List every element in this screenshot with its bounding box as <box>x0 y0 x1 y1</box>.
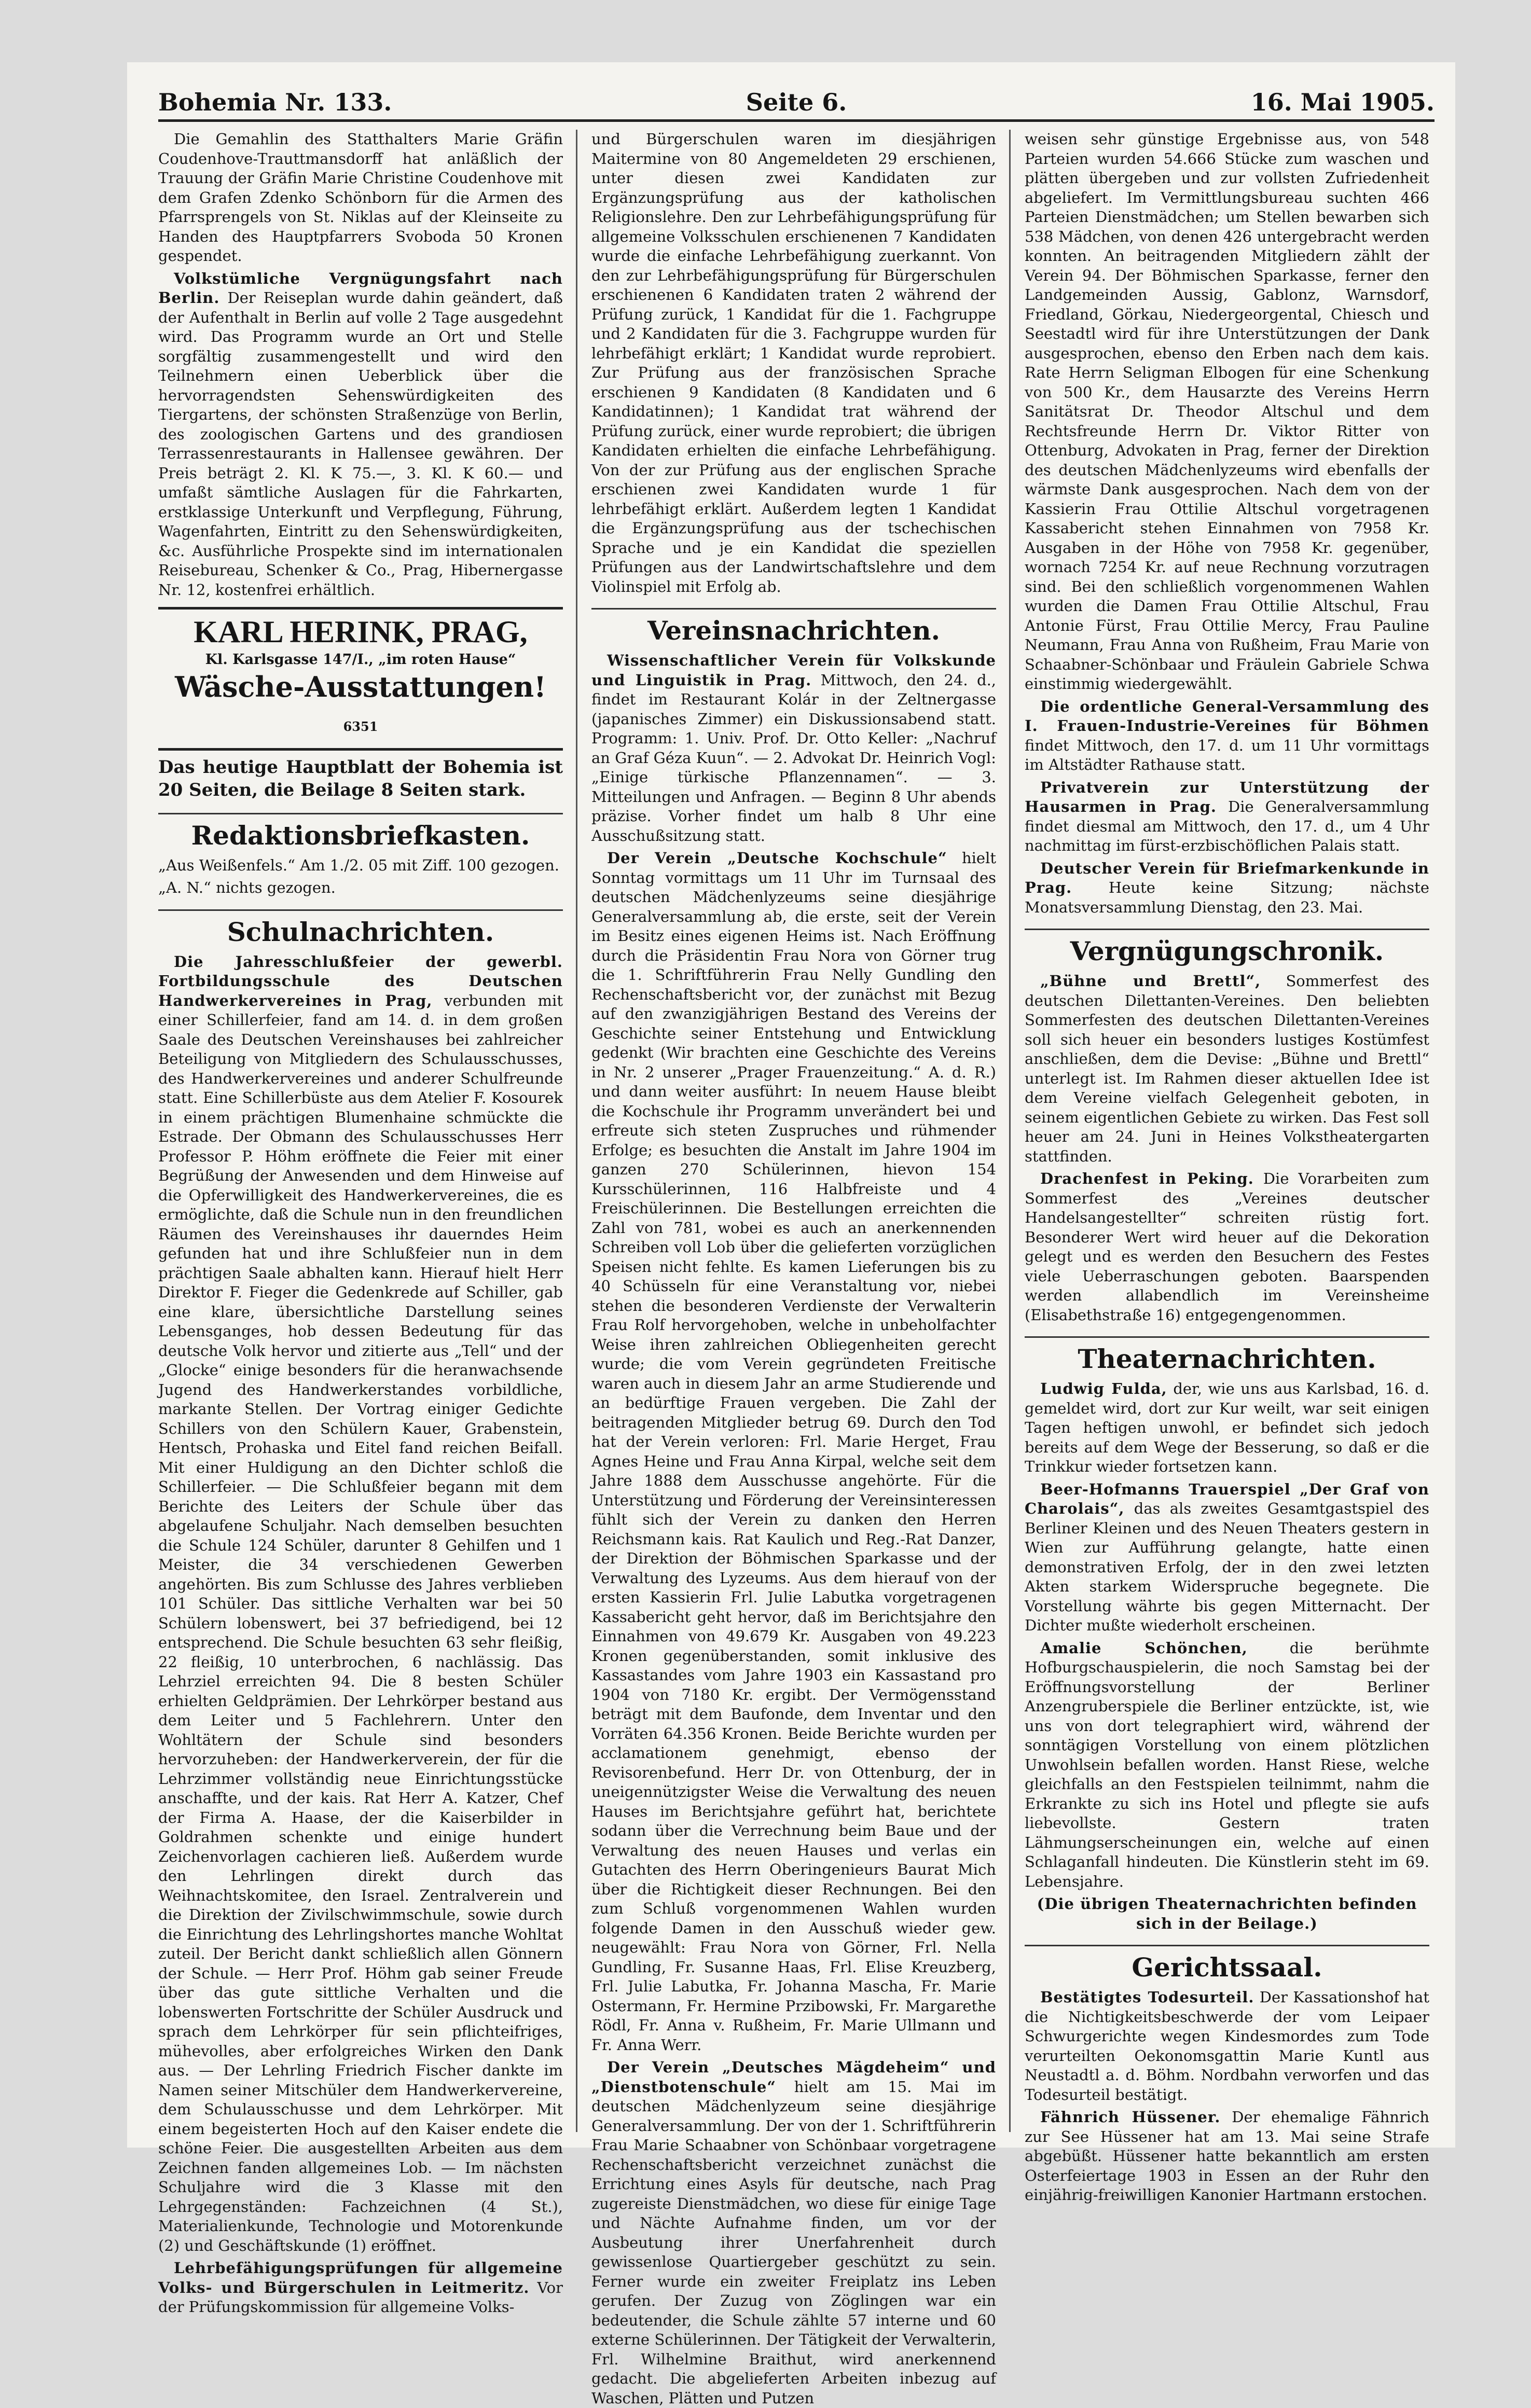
article-huessener <box>1025 2108 1429 2205</box>
article-fulda-body: der, wie uns aus Karlsbad, 16. d. gemeldet wird, dort zur Kur weilt, war seit einigen Tagen heftigen unwohl, er befindet sich jedoch bereits auf dem Wege der Besserung, so daß er die Trinkkur wieder fortsetzen kann. <box>1025 1380 1430 1475</box>
column-3 <box>1025 130 1430 2204</box>
article-jahresschluss-body: verbunden mit einer Schillerfeier, fand am 14. d. in dem großen Saale des Deutschen Vereinshauses bei zahlreicher Beteiligung von Mitgliedern des Schulausschusses, des Handwerkervereines und anderer Schulfreunde statt. Eine Schillerbüste aus dem Atelier F. Kosourek in einem prächtigen Blumenhaine schmückte die Estrade. Der Obmann des Schulausschusses Herr Professor P. Höhm eröffnete die Feier mit einer Begrüßung der Anwesenden und dem Hinweise auf die Opferwilligkeit des Handwerkervereines, die es ermöglichte, daß die Schule nun in den freundlichen Räumen des Vereinshauses ihr dauerndes Heim gefunden hat und ihre Schlußfeier nun in dem prächtigen Saale abhalten kann. Hierauf hielt Herr Direktor F. Fieger die Gedenkrede auf Schiller, gab eine klare, übersichtliche Darstellung seines Lebensganges, hob dessen Bedeutung für das deutsche Volk hervor und zitierte aus „Tell“ und der „Glocke“ einige besonders für die heranwachsende Jugend des Handwerkerstandes vorbildliche, markante Stellen. Der Vortrag einiger Gedichte Schillers von den Schülern Kauer, Grabenstein, Hentsch, Prohaska und Eitel fand reichen Beifall. Mit einer Huldigung an den Dichter schloß die Schillerfeier. — Die Schlußfeier begann mit dem Berichte des Leiters der Schule über das abgelaufene Schuljahr. Nach demselben besuchten die Schule 124 Schüler, darunter 8 Gehilfen und 1 Meister, die 34 verschiedenen Gewerben angehörten. Bis zum Schlusse des Jahres verblieben 101 Schüler. Das sittliche Verhalten war bei 50 Schülern lobenswert, bei 37 befriedigend, bei 12 entsprechend. Die Schule besuchten 63 sehr fleißig, 22 fleißig, 10 unterbrochen, 6 nachlässig. Das Lehrziel erreichten 94. Die 8 besten Schüler erhielten Geldprämien. Der Lehrkörper bestand aus dem Leiter und 5 Fachlehrern. Unter den Wohltätern der Schule sind besonders hervorzuheben: der Handwerkerverein, der für die Lehrzimmer vollständig neue Einrichtungsstücke anschaffte, und der kais. Rat Herr A. Katzer, Chef der Firma A. Haase, der die Kaiserbilder in Goldrahmen schenkte und einige hundert Zeichenvorlagen cachieren ließ. Außerdem wurde den Lehrlingen direkt durch das Weihnachtskomitee, den Israel. Zentralverein und die Direktion der Zivilschwimmschule, sowie durch die Einrichtung des Lehrlingshortes manche Wohltat zuteil. Der Bericht dankt schließlich allen Gönnern der Schule. — Herr Prof. Höhm gab seiner Freude über das gute sittliche Verhalten und die lobenswerten Fortschritte der Schüler Ausdruck und sprach dem Lehrkörper für sein pflichteifriges, mühevolles, aber erfolgreiches Wirken den Dank aus. — Der Lehrling Friedrich Fischer dankte im Namen seiner Mitschüler dem Handwerkervereine, dem Schulausschusse und dem Lehrkörper. Mit einem begeisterten Hoch auf den Kaiser endete die schöne Feier. Die ausgestellten Arbeiten aus dem Zeichnen fanden allgemeines Lob. — Im nächsten Schuljahre wird die 3 Klasse mit den Lehrgegenständen: Fachzeichnen (4 St.), Materialienkunde, Technologie und Motorenkunde (2) und Geschäftskunde (1) eröffnet. <box>158 991 563 2254</box>
article-huessener-heading: Fähnrich Hüssener. <box>1040 2108 1221 2126</box>
article-schoenchen <box>1025 1639 1429 1892</box>
ad-slogan-text: Wäsche-Ausstattungen! <box>175 670 546 703</box>
newspaper-page <box>127 62 1455 2407</box>
article-drachenfest-heading: Drachenfest in Peking. <box>1040 1170 1254 1187</box>
article-kochschule-body: hielt Sonntag vormittags um 11 Uhr im Turnsaal des deutschen Mädchenlyzeums seine diesjährige Generalversammlung ab, die erste, seit der Verein im Besitz eines eigenen Heims ist. Nach Eröffnung durch die Präsidentin Frau Nora von Görner trug die 1. Schriftführerin Frau Nelly Gundling den Rechenschaftsbericht vor, der zunächst mit Bezug auf den zwanzigjährigen Bestand des Vereins der Geschichte seiner Entstehung und Entwicklung gedenkt (Wir brachten eine Geschichte des Vereins in Nr. 2 unserer „Prager Frauenzeitung.“ A. d. R.) und dann weiter ausführt: In neuem Hause bleibt die Kochschule ihr Programm unverändert bei und erfreute sich steten Zuspruches und rühmender Erfolge; es besuchten die Anstalt im Jahre 1904 im ganzen 270 Schülerinnen, hievon 154 Kursschülerinnen, 116 Halbfreiste und 4 Freischülerinnen. Die Bestellungen erreichten die Zahl von 781, wobei es auch an anerkennenden Schreiben voll Lob über die gelieferten vorzüglichen Speisen nicht fehlte. Es kamen Lieferungen bis zu 40 Schüsseln für eine Veranstaltung vor, niebei stehen die besonderen Verdienste der Verwalterin Frau Rolf hervorgehoben, welche in unbeholfachter Weise ihren zahlreichen Obliegenheiten gerecht wurde; die vom Verein gegründeten Freitische waren auch in diesem Jahr an arme Studierende und an bedürftige Frauen vergeben. Die Zahl der beitragenden Mitglieder betrug 69. Durch den Tod hat der Verein verloren: Frl. Marie Herget, Frau Agnes Heine und Frau Anna Kirpal, welche seit dem Jahre 1888 dem Ausschusse angehörte. Für die Unterstützung und Förderung der Vereinsinteressen fühlt sich der Verein zu danken den Herren Reichsmann kais. Rat Kaulich und Reg.-Rat Danzer, der Direktion der Böhmischen Sparkasse und der Verwaltung des Lyzeums. Aus dem hierauf von der ersten Kassierin Frl. Julie Labutka vorgetragenen Kassabericht geht hervor, daß im Berichtsjahre den Einnahmen von 49.679 Kr. Ausgaben von 49.223 Kronen gegenüberstanden, somit inklusive des Kassastandes vom Jahre 1903 ein Kassastand pro 1904 von 7180 Kr. ergibt. Der Vermögensstand beträgt mit dem Baufonde, dem Inventar und den Vorräten 64.356 Kronen. Beide Berichte wurden per acclamationem genehmigt, ebenso der Revisorenbefund. Herr Dr. von Ottenburg, der in uneigennützigster Weise die Verwaltung des neuen Hauses im Berichtsjahre geführt hat, berichtete sodann über die Verrechnung beim Baue und der Verwaltung des neuen Hauses und verlas ein Gutachten des Herrn Oberingenieurs Baurat Mich über die Richtigkeit dieser Rechnungen. Bei den zum Schluß vorgenommenen Wahlen wurden folgende Damen in den Ausschuß wieder gew. neugewählt: Frau Nora von Görner, Frl. Nella Gundling, Fr. Susanne Haas, Frl. Elise Kreuzberg, Frl. Julie Labutka, Fr. Johanna Mascha, Fr. Marie Ostermann, Fr. Hermine Przibowski, Fr. Margarethe Rödl, Fr. Anna v. Rußheim, Fr. Marie Ullmann und Fr. Anna Werr. <box>591 849 996 2054</box>
header-issue: Bohemia Nr. 133. <box>158 88 392 116</box>
section-heading-schul: Schulnachrichten. <box>158 909 563 948</box>
article-fulda <box>1025 1379 1429 1477</box>
section-heading-redaktion: Redaktionsbriefkasten. <box>158 813 563 852</box>
advertisement-herink <box>158 607 563 751</box>
article-gemahlin: Die Gemahlin des Statthalters Marie Gräfin Coudenhove-Trauttmansdorff hat anläßlich der Trauung der Gräfin Marie Christine Coudenhove mit dem Grafen Zdenko Schönborn für die Armen des Pfarrsprengels von St. Niklas auf der Kleinseite zu Handen des Hauptpfarrers Svoboda 50 Kronen gespendet. <box>158 130 563 265</box>
article-drachenfest-body: Die Vorarbeiten zum Sommerfest des „Vereines deutscher Handelsangestellter“ schreiten rüstig fort. Besonderer Wert wird heuer auf die Dekoration gelegt und es werden den Besuchern des Festes viele Ueberraschungen geboten. Baarspenden werden allabendlich im Vereinsheime (Elisabethstraße 16) entgegengenommen. <box>1025 1170 1430 1324</box>
article-berlin <box>158 269 563 600</box>
section-heading-gericht: Gerichtssaal. <box>1025 1945 1429 1984</box>
article-maegdeheim-body: hielt am 15. Mai im deutschen Mädchenlyzeum seine diesjährige Generalversammlung. Der von der 1. Schriftführerin Frau Marie Schaabner von Schönbaar vorgetragene Rechenschaftsbericht verzeichnet zunächst die Errichtung eines Asyls für deutsche, nach Prag zugereiste Dienstmädchen, wo diese für einige Tage und Nächte Aufnahme finden, um vor der Ausbeutung ihrer Unerfahrenheit durch gewissenlose Quartiergeber geschützt zu sein. Ferner wurde ein zweiter Freiplatz ins Leben gerufen. Der Zuzug von Zöglingen war ein bedeutender, die Schule zählte 57 interne und 60 externe Schülerinnen. Der Tätigkeit der Verwalterin, Frl. Wilhelmine Braithut, wird anerkennend gedacht. Die abgelieferten Arbeiten inbezug auf Waschen, Plätten und Putzen <box>591 2078 997 2407</box>
article-lehrbefaehigung-body: Vor der Prüfungskommission für allgemeine Volks- <box>158 2278 563 2316</box>
article-berlin-body: Der Reiseplan wurde dahin geändert, daß der Aufenthalt in Berlin auf volle 2 Tage ausgedehnt wird. Das Programm wurde an Ort und Stelle sorgfältig zusammengestellt und wird den Teilnehmern einen Ueberblick über die hervorragendsten Sehenswürdigkeiten des Tiergartens, der schönsten Straßenzüge von Berlin, des zoologischen Gartens und des grandiosen Terrassenrestaurants in Hallensee gewähren. Der Preis beträgt 2. Kl. K 75.—, 3. Kl. K 60.— und umfaßt sämtliche Auslagen für die Fahrkarten, erstklassige Unterkunft und Verpflegung, Führung, Wagenfahrten, Eintritt zu den Sehenswürdigkeiten, &c. Ausführliche Prospekte sind im internationalen Reisebureau, Schenker & Co., Prag, Hibernergasse Nr. 12, kostenfrei erhältlich. <box>158 289 563 599</box>
article-buehne-brettl-heading: „Bühne und Brettl“, <box>1040 972 1261 990</box>
section-heading-theater: Theaternachrichten. <box>1025 1336 1429 1375</box>
redaktion-entry: „Aus Weißenfels.“ Am 1./2. 05 mit Ziff. 100 gezogen. <box>158 856 559 874</box>
article-charolais-body: das als zweites Gesamtgastspiel des Berliner Kleinen und des Neuen Theaters gestern in Wien zur Aufführung gelangte, hatte einen demonstrativen Erfolg, der in den zwei letzten Akten starkem Widerspruche begegnete. Die Vorstellung währte bis gegen Mitternacht. Der Dichter mußte wiederholt erscheinen. <box>1025 1500 1429 1634</box>
article-briefmarken-body: Heute keine Sitzung; nächste Monatsversammlung Dienstag, den 23. Mai. <box>1025 879 1430 916</box>
article-hausarmen-heading: Privatverein zur Unterstützung der Hausarmen in Prag. <box>1025 778 1429 815</box>
ad-address: Kl. Karlsgasse 147/I., „im roten Hause“ <box>205 652 516 668</box>
section-heading-verein: Vereinsnachrichten. <box>591 608 996 647</box>
article-lehrbefaehigung-heading: Lehrbefähigungsprüfungen für allgemeine Volks- und Bürgerschulen in Leitmeritz. <box>158 2259 563 2296</box>
column-1 <box>158 130 563 2316</box>
article-huessener-body: Der ehemalige Fähnrich zur See Hüssener hat am 13. Mai seine Strafe abgebüßt. Hüssener hatte bekanntlich am ersten Osterfeiertage 1903 in Essen an der Ruhr den einjährig-freiwilligen Kanonier Hartmann erstochen. <box>1025 2108 1429 2204</box>
article-charolais-heading: Beer-Hofmanns Trauerspiel „Der Graf von Charolais“, <box>1025 1480 1429 1517</box>
article-fulda-heading: Ludwig Fulda, <box>1040 1380 1167 1397</box>
page-header <box>158 73 1435 122</box>
article-briefmarken <box>1025 859 1429 918</box>
article-maegdeheim <box>591 2058 996 2408</box>
article-todesurteil-heading: Bestätigtes Todesurteil. <box>1040 1988 1254 2006</box>
article-frauen-industrie-body: findet Mittwoch, den 17. d. um 11 Uhr vormittags im Altstädter Rathause statt. <box>1025 736 1429 773</box>
article-maegdeheim-continued: weisen sehr günstige Ergebnisse aus, von 548 Parteien wurden 54.666 Stücke zum waschen und plätten übergeben und zur vollsten Zufriedenheit abgeliefert. Im Vermittlungsbureau suchten 466 Parteien Dienstmädchen; um Stellen bewarben sich 538 Mädchen, von denen 426 untergebracht werden konnten. An beitragenden Mitgliedern zählt der Verein 94. Der Böhmischen Sparkasse, ferner den Landgemeinden Aussig, Gablonz, Warnsdorf, Friedland, Görkau, Niedergeorgental, Chiesch und Seestadtl wird für ihre Unterstützungen der Dank ausgesprochen, ebenso den Erben nach dem kais. Rate Herrn Seligman Elbogen für eine Schenkung von 500 Kr., dem Hausarzte des Vereins Herrn Sanitätsrat Dr. Theodor Altschul und dem Rechtsfreunde Herrn Dr. Viktor Ritter von Ottenburg, Advokaten in Prag, ferner der Direktion des deutschen Mädchenlyzeums wird ebenfalls der wärmste Dank ausgesprochen. Nach dem von der Kassierin Frau Ottilie Altschul vorgetragenen Kassabericht stehen Einnahmen von 7958 Kr. Ausgaben in der Höhe von 7958 Kr. gegenüber, wornach 7254 Kr. auf neue Rechnung vorzutragen sind. Bei den schließlich vorgenommenen Wahlen wurden die Damen Frau Ottilie Altschul, Frau Antonie Fürst, Frau Ottilie Mercy, Frau Pauline Neumann, Frau Anna von Rußheim, Frau Marie von Schaabner-Schönbaar und Fräulein Gabriele Schwa einstimmig wiedergewählt. <box>1025 130 1429 693</box>
article-berlin-heading: Volkstümliche Vergnügungsfahrt nach Berlin. <box>158 269 563 307</box>
header-page-number: Seite 6. <box>746 88 847 116</box>
column-2 <box>591 130 997 2407</box>
article-schoenchen-heading: Amalie Schönchen, <box>1040 1639 1248 1657</box>
ad-slogan <box>158 670 563 744</box>
column-divider <box>1009 130 1011 2132</box>
article-volkskunde-body: Mittwoch, den 24. d., findet im Restaurant Kolár in der Zeltnergasse (japanisches Zimmer) ein Diskussionsabend statt. Programm: 1. Univ. Prof. Dr. Otto Keller: „Nachruf an Graf Géza Kuun“. — 2. Advokat Dr. Heinrich Vogl: „Einige türkische Pflanzennamen“. — 3. Mitteilungen und Anfragen. — Beginn 8 Uhr abends präzise. Vorher findet um halb 8 Uhr eine Ausschußsitzung statt. <box>591 671 997 845</box>
section-heading-vergnuegung: Vergnügungschronik. <box>1025 929 1429 967</box>
article-buehne-brettl-body: Sommerfest des deutschen Dilettanten-Vereines. Den beliebten Sommerfesten des deutschen Dilettanten-Vereines soll sich heuer ein besonders lustiges Kostümfest anschließen, dem die Devise: „Bühne und Brettl“ unterlegt ist. Im Rahmen dieser aktuellen Idee ist dem Vereine vielfach Gelegenheit geboten, in seinem eigentlichen Gebiete zu wirken. Das Fest soll heuer am 24. Juni in Heines Volkstheatergarten stattfinden. <box>1025 972 1429 1165</box>
article-schoenchen-body: die berühmte Hofburgschauspielerin, die noch Samstag bei der Eröffnungsvorstellung der Berliner Anzengruberspiele die Berliner entzückte, ist, wie uns von dort telegraphiert wird, während der sonntägigen Vorstellung von einem plötzlichen Unwohlsein befallen worden. Hanst Riese, welche gleichfalls an den Festspielen teilnimmt, nahm die Erkrankte zu sich ins Hotel und pflegte sie aufs liebevollste. Gestern traten Lähmungserscheinungen ein, welche auf einen Schlaganfall hindeuten. Die Künstlerin steht im 69. Lebensjahre. <box>1025 1639 1429 1890</box>
article-drachenfest <box>1025 1169 1429 1325</box>
article-todesurteil <box>1025 1988 1429 2105</box>
article-volkskunde-heading: Wissenschaftlicher Verein für Volkskunde und Linguistik in Prag. <box>591 652 996 689</box>
article-todesurteil-body: Der Kassationshof hat die Nichtigkeitsbeschwerde der vom Leipaer Schwurgerichte wegen Kindesmordes zum Tode verurteilten Oekonomsgattin Marie Kuntl aus Neustadtl a. d. Böhm. Nordbahn verworfen und das Todesurteil bestätigt. <box>1025 1988 1429 2103</box>
article-buehne-brettl <box>1025 972 1429 1166</box>
article-lehrbefaehigung-continued: und Bürgerschulen waren im diesjährigen Maitermine von 80 Angemeldeten 29 erschienen, unter diesen zwei Kandidaten zur Ergänzungsprüfung aus der katholischen Religionslehre. Den zur Lehrbefähigungsprüfung für allgemeine Volksschulen erschienenen 7 Kandidaten wurde die einfache Lehrbefähigung zuerkannt. Von den zur Lehrbefähigungsprüfung für Bürgerschulen erschienenen 6 Kandidaten traten 2 während der Prüfung zurück, 1 Kandidat für die 1. Fachgruppe und 2 Kandidaten für die 3. Fachgruppe wurden für lehrbefähigt erklärt; 1 Kandidat wurde reprobiert. Zur Prüfung aus der französischen Sprache erschienen 9 Kandidaten (8 Kandidaten und 6 Kandidatinnen); 1 Kandidat trat während der Prüfung zurück, einer wurde reprobiert; die übrigen Kandidaten erhielten die einfache Lehrbefähigung. Von der zur Prüfung aus der englischen Sprache erschienen zwei Kandidaten wurde 1 für lehrbefähigt erklärt. Außerdem legten 1 Kandidat die Ergänzungsprüfung aus der tschechischen Sprache und je ein Kandidat die speziellen Prüfungen aus der Landwirtschaftslehre und dem Violinspiel mit Erfolg ab. <box>591 130 996 596</box>
article-charolais <box>1025 1480 1429 1636</box>
article-briefmarken-heading: Deutscher Verein für Briefmarkenkunde in Prag. <box>1025 859 1429 896</box>
theater-beilage-note: (Die übrigen Theaternachrichten befinden sich in der Beilage.) <box>1037 1895 1417 1932</box>
redaktion-entry: „A. N.“ nichts gezogen. <box>158 879 336 896</box>
article-maegdeheim-heading: Der Verein „Deutsches Mägdeheim“ und „Dienstbotenschule“ <box>591 2058 996 2096</box>
header-date: 16. Mai 1905. <box>1250 88 1435 116</box>
column-divider <box>576 130 577 2132</box>
article-frauen-industrie <box>1025 697 1429 775</box>
article-volkskunde <box>591 651 996 846</box>
article-kochschule <box>591 849 996 2055</box>
article-hausarmen-body: Die Generalversammlung findet diesmal am Mittwoch, den 17. d., um 4 Uhr nachmittag im fürst-erzbischöflichen Palais statt. <box>1025 798 1429 854</box>
article-frauen-industrie-heading: Die ordentliche General-Versammlung des I. Frauen-Industrie-Vereines für Böhmen <box>1025 697 1429 735</box>
article-hausarmen <box>1025 778 1429 856</box>
article-lehrbefaehigung <box>158 2259 563 2317</box>
ad-company-name: KARL HERINK, PRAG, <box>194 615 528 649</box>
article-jahresschluss <box>158 952 563 2256</box>
ad-number: 6351 <box>343 718 378 734</box>
page-count-note: Das heutige Hauptblatt der Bohemia ist 20 Seiten, die Beilage 8 Seiten stark. <box>158 756 563 800</box>
article-jahresschluss-heading: Die Jahresschlußfeier der gewerbl. Fortbildungsschule des Deutschen Handwerkervereines in Prag, <box>158 952 563 1009</box>
article-kochschule-heading: Der Verein „Deutsche Kochschule“ <box>607 849 947 867</box>
